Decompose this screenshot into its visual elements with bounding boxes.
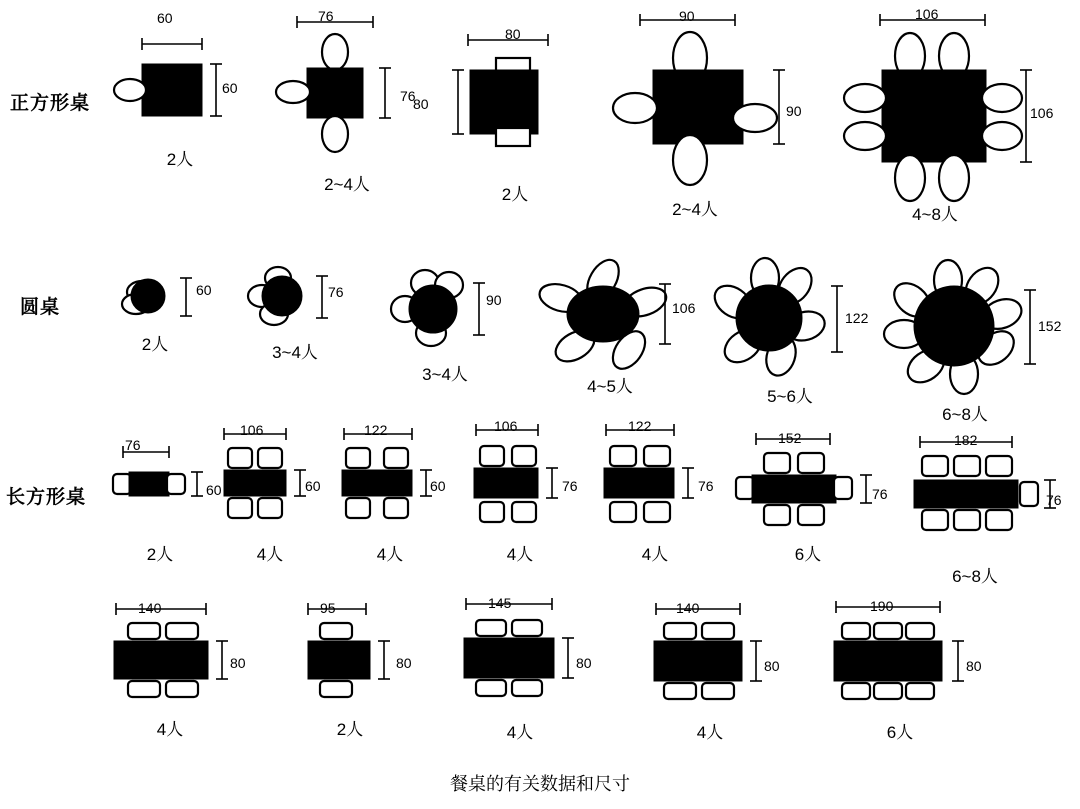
dim-round-122: 122: [845, 310, 869, 326]
dim-width-106x76: 106: [494, 418, 518, 434]
caption-rect-182x76: 6~8人: [952, 567, 998, 586]
rect-table-106x76: [462, 412, 592, 532]
caption-rect-106x76: 4人: [506, 545, 534, 564]
rect-table-190x80: [820, 593, 990, 708]
dim-height-90sq: 90: [786, 103, 802, 119]
caption-rect-190x80: 6人: [886, 723, 914, 742]
caption-rect-122x60: 4人: [376, 545, 404, 564]
rect-table-145x80: [450, 590, 600, 705]
caption-rect-140x80-b: 4人: [696, 723, 724, 742]
square-table-106: [830, 8, 1040, 208]
dim-round-76: 76: [328, 284, 344, 300]
dim-height-106x60: 60: [305, 478, 321, 494]
square-table-80: [440, 28, 590, 168]
dim-width-182x76: 182: [954, 432, 978, 448]
row-label-round: 圆桌: [20, 297, 61, 318]
caption-square-76: 2~4人: [324, 175, 370, 194]
rect-table-76x60: [105, 430, 225, 520]
page-title: 餐桌的有关数据和尺寸: [450, 774, 630, 794]
caption-rect-140x80-a: 4人: [156, 720, 184, 739]
rect-table-122x60: [330, 418, 460, 528]
dim-width-76sq: 76: [318, 8, 334, 24]
dim-width-95x80: 95: [320, 600, 336, 616]
caption-rect-152x76: 6人: [794, 545, 822, 564]
round-table-76: [240, 262, 360, 342]
dim-height-95x80: 80: [396, 655, 412, 671]
caption-rect-122x76: 4人: [641, 545, 669, 564]
caption-square-90: 2~4人: [672, 200, 718, 219]
dim-round-152: 152: [1038, 318, 1062, 334]
caption-round-60: 2人: [141, 335, 169, 354]
dim-height-106sq: 106: [1030, 105, 1054, 121]
dim-height-122x76: 76: [698, 478, 714, 494]
caption-rect-95x80: 2人: [336, 720, 364, 739]
round-table-106: [545, 262, 695, 372]
square-table-76: [275, 10, 425, 160]
rect-table-122x76: [592, 412, 732, 532]
dim-width-152x76: 152: [778, 430, 802, 446]
dim-width-80sq: 80: [505, 26, 521, 42]
dim-width-76x60: 76: [125, 437, 141, 453]
dim-height-76x60: 60: [206, 482, 222, 498]
dim-width-60: 60: [157, 10, 173, 26]
dim-width-140x80-b: 140: [676, 600, 700, 616]
rect-table-140x80-a: [100, 595, 250, 705]
dim-width-140x80-a: 140: [138, 600, 162, 616]
rect-table-140x80-b: [640, 595, 790, 710]
row-label-square: 正方形桌: [10, 93, 91, 114]
dim-height-140x80-b: 80: [764, 658, 780, 674]
caption-round-152: 6~8人: [942, 405, 988, 424]
round-table-60: [110, 268, 220, 338]
rect-table-182x76: [892, 428, 1072, 543]
caption-rect-106x60: 4人: [256, 545, 284, 564]
dim-height-182x76: 76: [1046, 492, 1062, 508]
dim-round-60: 60: [196, 282, 212, 298]
caption-rect-76x60: 2人: [146, 545, 174, 564]
dim-round-106: 106: [672, 300, 696, 316]
dim-height-190x80: 80: [966, 658, 982, 674]
dim-width-122x76: 122: [628, 418, 652, 434]
caption-round-122: 5~6人: [767, 387, 813, 406]
dim-height-122x60: 60: [430, 478, 446, 494]
dim-width-106sq: 106: [915, 6, 939, 22]
caption-round-106: 4~5人: [587, 377, 633, 396]
rect-table-152x76: [730, 425, 890, 535]
dim-height-76sq: 76: [400, 88, 416, 104]
dim-height-140x80-a: 80: [230, 655, 246, 671]
dim-round-90: 90: [486, 292, 502, 308]
dim-height-80sq: 80: [413, 96, 429, 112]
dim-width-106x60: 106: [240, 422, 264, 438]
rect-table-95x80: [290, 595, 420, 705]
caption-square-60: 2人: [166, 150, 194, 169]
caption-square-106: 4~8人: [912, 205, 958, 224]
dim-height-60: 60: [222, 80, 238, 96]
row-label-rect: 长方形桌: [6, 487, 87, 508]
dim-height-106x76: 76: [562, 478, 578, 494]
rect-table-106x60: [210, 418, 340, 528]
dim-height-145x80: 80: [576, 655, 592, 671]
caption-rect-145x80: 4人: [506, 723, 534, 742]
round-table-90: [385, 265, 515, 357]
dim-width-90sq: 90: [679, 8, 695, 24]
dim-width-190x80: 190: [870, 598, 894, 614]
caption-round-90: 3~4人: [422, 365, 468, 384]
dim-width-122x60: 122: [364, 422, 388, 438]
caption-round-76: 3~4人: [272, 343, 318, 362]
square-table-90: [605, 8, 795, 198]
dim-width-145x80: 145: [488, 595, 512, 611]
dim-height-152x76: 76: [872, 486, 888, 502]
caption-square-80: 2人: [501, 185, 529, 204]
